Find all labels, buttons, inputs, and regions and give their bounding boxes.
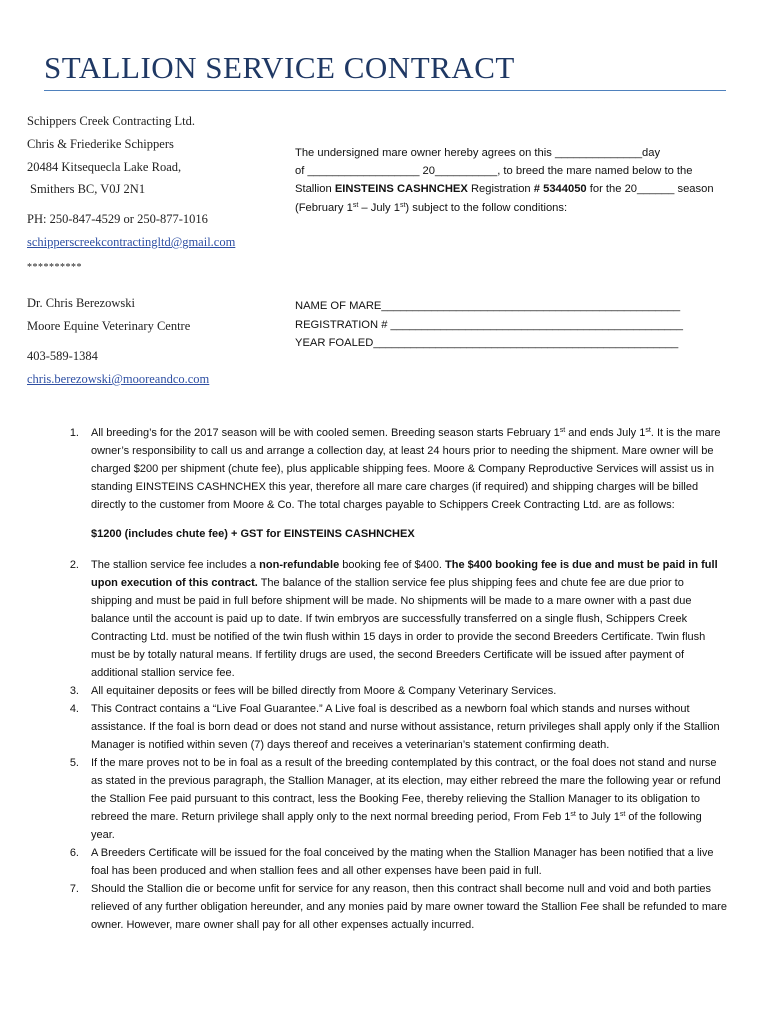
agreement-line-3: Stallion EINSTEINS CASHNCHEX Registration # 5344050 for the 20______ season [295,183,714,195]
vet-email-link[interactable]: chris.berezowski@mooreandco.com [27,372,210,386]
term-item: 6. A Breeders Certificate will be issued for the foal conceived by the mating when the Stallion Manager has been notified that a live foal has been produced and when stallion fees and all other expenses have been paid in full. [69,847,714,877]
term-item: 3. All equitainer deposits or fees will be billed directly from Moore & Company Veterinary Services. [69,685,557,697]
owner-city: Smithers BC, V0J 2N1 [30,182,146,196]
vet-phone: 403-589-1384 [27,349,98,363]
mare-name-field: NAME OF MARE________________________________________________ [295,300,681,312]
term-item: 4. This Contract contains a “Live Foal Guarantee.” A Live foal is described as a newborn foal which stands and nurses without assistance. If the foal is born dead or does not stand and nurse without assistance, return privileges shall apply only if the Stallion Manager is notified within seven (7) days thereof and receives a veterinarian’s statement confirming death. [69,703,720,751]
owner-company: Schippers Creek Contracting Ltd. [27,114,196,128]
mare-year-foaled-field: YEAR FOALED_________________________________________________ [295,337,679,349]
vet-name: Dr. Chris Berezowski [27,296,135,310]
vet-clinic: Moore Equine Veterinary Centre [27,319,191,333]
owner-email-link[interactable]: schipperscreekcontractingltd@gmail.com [27,235,236,249]
owner-names: Chris & Friederike Schippers [27,137,174,151]
term-item: 7. Should the Stallion die or become unfit for service for any reason, then this contract shall become null and void and both parties relieved of any further obligation hereunder, and any monies paid by mare owner toward the Stallion Fee shall be refunded to mare owner. However, mare owner shall pay for all other expenses actually incurred. [69,883,727,931]
mare-registration-field: REGISTRATION # _______________________________________________ [295,319,683,331]
term-item: 2. The stallion service fee includes a non-refundable booking fee of $400. The $400 booking fee is due and must be paid in full upon execution of this contract. The balance of the stallion service fee plus shipping fees and chute fee are due prior to shipping and must be paid in full before shipment will be made. No shipments will be made to a mare owner with a past due balance until the account is paid up to date. If twin embryos are successfully transferred on a single flush, Schippers Creek Contracting Ltd. must be notified of the twin flush within 15 days in order to provide the second Breeders Certificate. Twin flush must be by totally natural means. If fertility drugs are used, the second Breeders Certificate will be issued after payment of additional stallion service fee. [69,559,718,679]
fee-summary: $1200 (includes chute fee) + GST for EINSTEINS CASHNCHEX [91,528,415,540]
registration-number: # 5344050 [533,183,587,195]
term-item: 5. If the mare proves not to be in foal as a result of the breeding contemplated by this contract, or the foal does not stand and nurse as stated in the previous paragraph, the Stallion Manager, at its election, may either rebreed the mare the following year or refund the Stallion Fee paid pursuant to this contract, less the Booking Fee, thereby relieving the Stallion Manager to its obligation to rebreed the mare. Return privilege shall apply only to the next normal breeding period, From Feb 1st to July 1st of the following year. [69,757,721,841]
owner-phone: PH: 250-847-4529 or 250-877-1016 [27,212,208,226]
terms-list [59,424,727,934]
stallion-name: EINSTEINS CASHNCHEX [334,183,468,195]
agreement-line-1: The undersigned mare owner hereby agrees on this ______________day [295,147,661,159]
term-item: 1. All breeding’s for the 2017 season will be with cooled semen. Breeding season starts February 1st and ends July 1st. It is the mare owner’s responsibility to call us and arrange a collection day, at least 24 hours prior to needing the shipment. Mare owner will be charged $200 per shipment (chute fee), plus applicable shipping fees. Moore & Company Reproductive Services will assist us in standing EINSTEINS CASHNCHEX this year, therefore all mare care charges (if required) and shipping charges will be billed directly to the customer from Moore & Co. The total charges payable to Schippers Creek Contracting Ltd. are as follows: $1200 (includes chute fee) + GST for EINSTEINS CASHNCHEX [59,424,727,543]
separator: ********** [27,262,82,273]
contract-title: STALLION SERVICE CONTRACT [44,50,515,85]
agreement-line-2: of __________________ 20__________, to breed the mare named below to the [295,165,693,177]
owner-address: 20484 Kitsequecla Lake Road, [27,160,182,174]
agreement-line-4: (February 1st – July 1st) subject to the follow conditions: [295,202,568,214]
title-divider [44,90,726,91]
